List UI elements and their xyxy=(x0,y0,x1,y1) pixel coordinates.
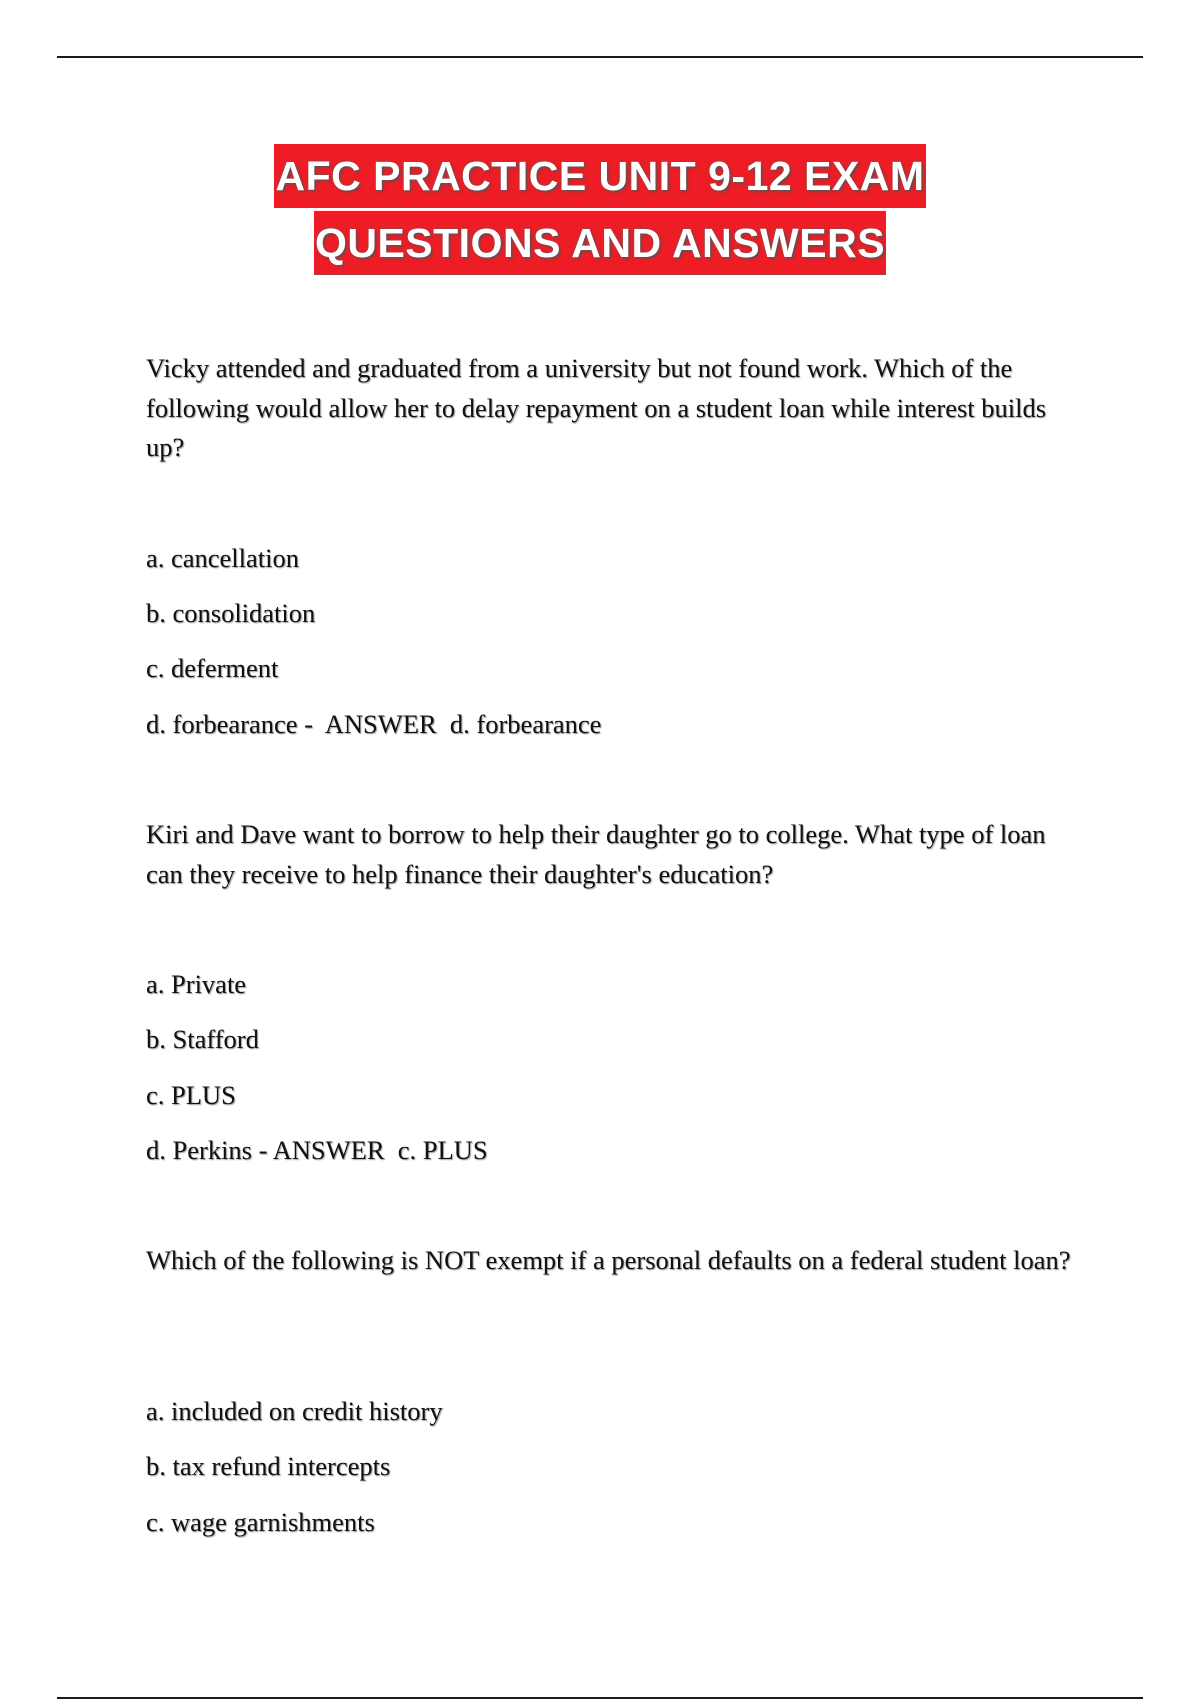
question-text-3: Which of the following is NOT exempt if a personal defaults on a federal student loan? xyxy=(146,1245,1071,1275)
document-title xyxy=(0,144,1200,275)
title-line-2: QUESTIONS AND ANSWERS xyxy=(314,211,886,275)
answer-option-2d: d. Perkins - ANSWER c. PLUS xyxy=(146,1135,488,1165)
question-block-3 xyxy=(146,1241,1086,1281)
answer-option-2b: b. Stafford xyxy=(146,1024,259,1054)
top-divider xyxy=(57,56,1143,58)
answer-option-3a: a. included on credit history xyxy=(146,1396,443,1426)
answer-option-1d: d. forbearance - ANSWER d. forbearance xyxy=(146,709,602,739)
question-block-1 xyxy=(146,349,1086,468)
answer-option-1b: b. consolidation xyxy=(146,598,316,628)
question-text-1: Vicky attended and graduated from a university but not found work. Which of the following would allow her to delay repayment on a student loan while interest builds up? xyxy=(146,353,1047,462)
answer-option-2c: c. PLUS xyxy=(146,1080,236,1110)
question-block-2 xyxy=(146,815,1086,894)
bottom-divider xyxy=(57,1697,1143,1699)
answer-option-3c: c. wage garnishments xyxy=(146,1507,375,1537)
answer-option-2a: a. Private xyxy=(146,969,247,999)
answer-option-1c: c. deferment xyxy=(146,653,279,683)
answer-option-1a: a. cancellation xyxy=(146,543,300,573)
answer-option-3b: b. tax refund intercepts xyxy=(146,1451,391,1481)
question-text-2: Kiri and Dave want to borrow to help their daughter go to college. What type of loan can they receive to help finance their daughter's education? xyxy=(146,819,1046,889)
title-line-1: AFC PRACTICE UNIT 9-12 EXAM xyxy=(274,144,925,208)
